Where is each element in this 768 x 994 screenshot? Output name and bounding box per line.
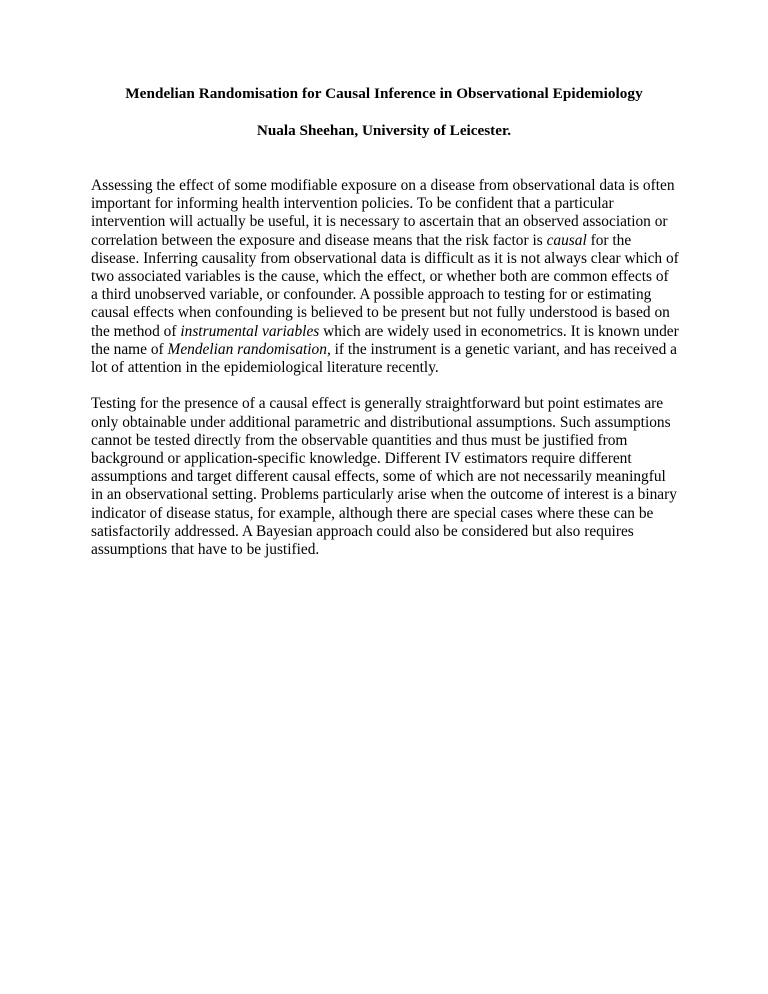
emphasis-instrumental-variables: instrumental variables: [180, 322, 320, 340]
page-title: Mendelian Randomisation for Causal Inference in Observational Epidemiology: [125, 85, 643, 102]
abstract-body: [91, 177, 679, 559]
paragraph-1-segment-2: for the disease. Inferring causality from observational data is difficult as it is not always clear which of two associated variables is the cause, which the effect, or whether both are common effects of a third unobserved variable, or confounder. A possible approach to testing for or estimating causal effects when confounding is believed to be present but not fully understood is based on the method of: [91, 231, 679, 340]
paragraph-1-segment-1: Assessing the effect of some modifiable exposure on a disease from observational data is often important for informing health intervention policies. To be confident that a particular intervention will actually be useful, it is necessary to ascertain that an observed association or correlation between the exposure and disease means that the risk factor is: [91, 177, 675, 249]
paragraph-1: [91, 177, 679, 377]
paragraph-2: [91, 395, 679, 559]
paragraph-1-segment-3: which are widely used in econometrics. It is known under the name of: [91, 322, 679, 358]
paragraph-1-segment-4: if the instrument is a genetic variant, and has received a lot of attention in the epidemiological literature recently.: [91, 340, 677, 377]
title-block: [91, 84, 677, 140]
emphasis-mendelian-randomisation: Mendelian randomisation,: [167, 340, 331, 358]
paragraph-2-segment-1: Testing for the presence of a causal effect is generally straightforward but point estimates are only obtainable under additional parametric and distributional assumptions. Such assumptions cannot be tested directly from the observable quantities and thus must be justified from background or application-specific knowledge. Different IV estimators require different assumptions and target different causal effects, some of which are not necessarily meaningful in an observational setting. Problems particularly arise when the outcome of interest is a binary indicator of disease status, for example, although there are special cases where these can be satisfactorily addressed. A Bayesian approach could also be considered but also requires assumptions that have to be justified.: [91, 395, 677, 559]
author-affiliation: Nuala Sheehan, University of Leicester.: [256, 122, 512, 139]
emphasis-causal: causal: [546, 231, 587, 249]
